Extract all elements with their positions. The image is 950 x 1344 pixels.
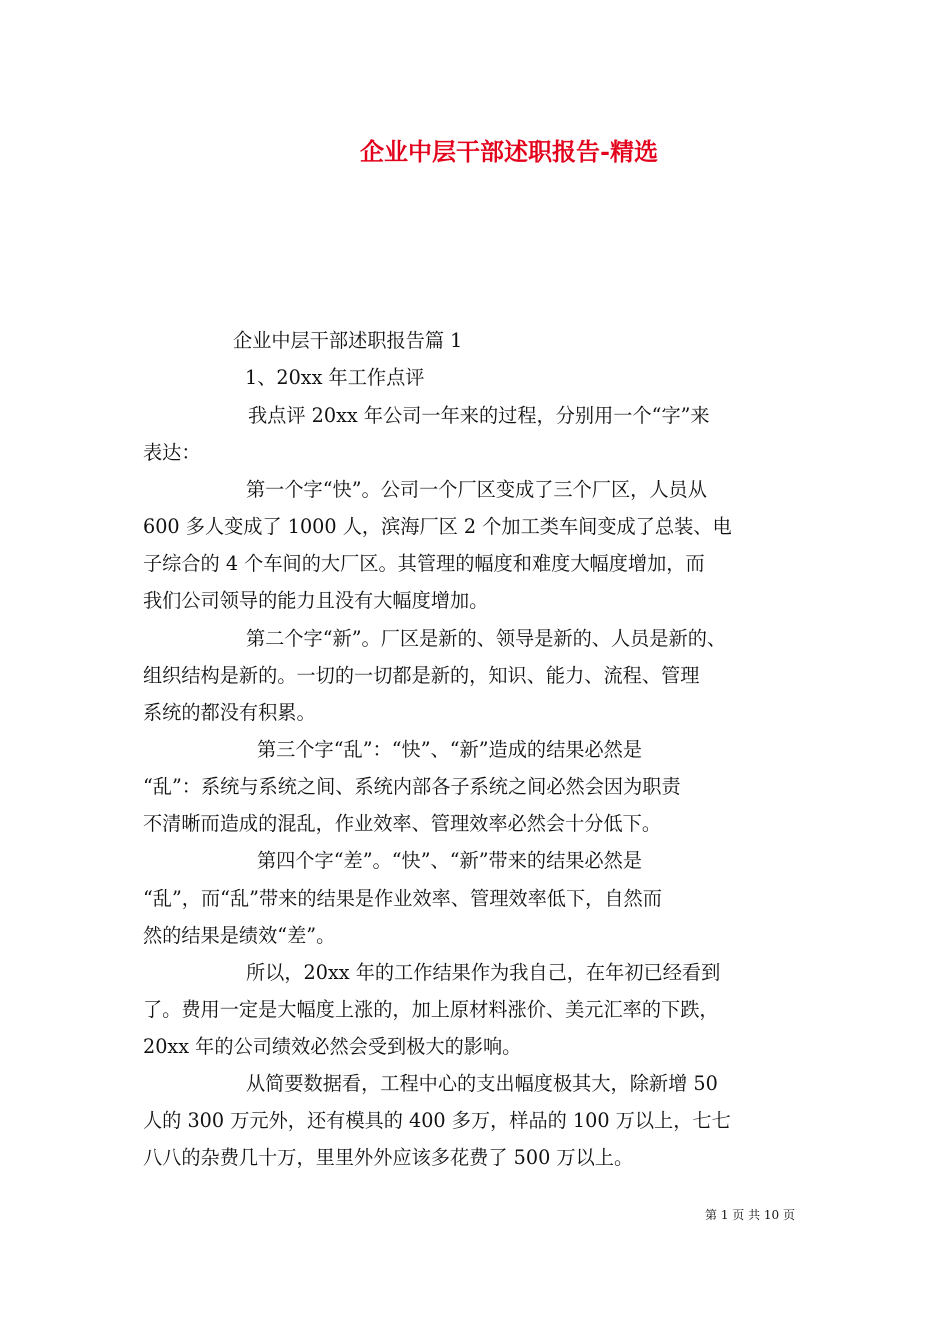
body-line: 第三个字“乱”：“快”、“新”造成的结果必然是 (257, 738, 643, 761)
body-line: 我点评 20xx 年公司一年来的过程，分别用一个“字”来 (248, 404, 710, 427)
body-line: 第一个字“快”。公司一个厂区变成了三个厂区，人员从 (246, 478, 707, 501)
body-line: 600 多人变成了 1000 人，滨海厂区 2 个加工类车间变成了总装、电 (143, 515, 732, 538)
body-line: 20xx 年的公司绩效必然会受到极大的影响。 (143, 1035, 522, 1058)
body-line: 不清晰而造成的混乱，作业效率、管理效率必然会十分低下。 (143, 812, 662, 835)
section-heading: 企业中层干部述职报告篇 1 (233, 329, 463, 352)
body-line: 第二个字“新”。厂区是新的、领导是新的、人员是新的、 (246, 627, 727, 650)
body-line: 人的 300 万元外，还有模具的 400 多万，样品的 100 万以上，七七 (143, 1109, 731, 1132)
body-line: 第四个字“差”。“快”、“新”带来的结果必然是 (257, 849, 643, 872)
subheading: 1、20xx 年工作点评 (245, 366, 425, 389)
body-line: 组织结构是新的。一切的一切都是新的，知识、能力、流程、管理 (143, 664, 700, 687)
body-line: 子综合的 4 个车间的大厂区。其管理的幅度和难度大幅度增加，而 (143, 552, 705, 575)
body-line: “乱”：系统与系统之间、系统内部各子系统之间必然会因为职责 (143, 775, 681, 798)
body-line: 所以，20xx 年的工作结果作为我自己，在年初已经看到 (246, 961, 721, 984)
body-line: “乱”，而“乱”带来的结果是作业效率、管理效率低下，自然而 (143, 887, 662, 910)
body-line: 我们公司领导的能力且没有大幅度增加。 (143, 589, 489, 612)
document-title: 企业中层干部述职报告-精选 (360, 137, 658, 166)
page-indicator: 第 1 页 共 10 页 (705, 1208, 795, 1222)
body-line: 了。费用一定是大幅度上涨的，加上原材料涨价、美元汇率的下跌， (143, 998, 719, 1021)
body-line: 然的结果是绩效“差”。 (143, 924, 336, 947)
body-line: 从简要数据看，工程中心的支出幅度极其大，除新增 50 (246, 1072, 718, 1095)
body-line: 表达： (143, 441, 201, 464)
body-line: 系统的都没有积累。 (143, 701, 316, 724)
body-line: 八八的杂费几十万，里里外外应该多花费了 500 万以上。 (143, 1146, 634, 1169)
